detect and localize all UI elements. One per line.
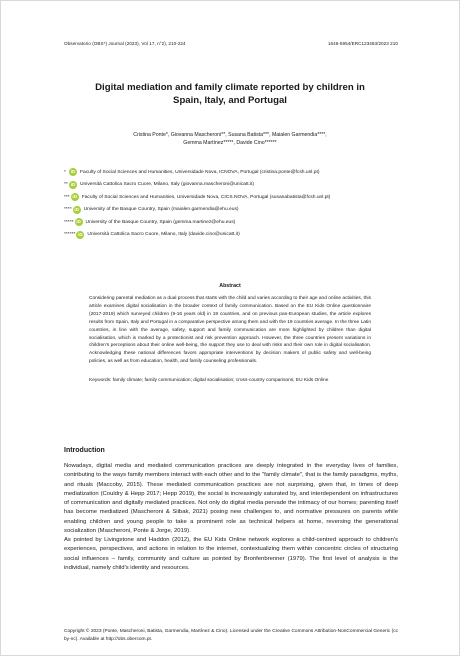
affiliation-text: University of the Basque Country, Spain (gemma.martinez@ehu.eus) — [85, 219, 236, 225]
orcid-icon[interactable]: iD — [70, 169, 76, 175]
affiliation-mark: ** — [64, 182, 68, 188]
abstract-heading: Abstract — [219, 283, 241, 289]
affiliation-2 — [64, 179, 398, 192]
abstract-body: Considering parental mediation as a dual process that starts with the child and varies according to their age and online activities, this article examines digital socialisation in the broader context of family communication. Based on the EU Kids Online questionnaire (2017-2019) which surveyed children (9-16 years old) in 19 countries, and on previous pan-European studies, the article explores results from Spain, Italy and Portugal in a comparative perspective among them and with the 19 countries average. In the three Latin countries, in line with the average, safety, support and family communication are more highlighted by children than digital socialisation, which is marked by a protectionist and risk prevention approach. However, the three countries present variations in children's perceptions about their online well-being, the support they use to deal with risks and their own role in digital socialisation. Acknowledging these national differences favors appropriate interventions by decision makers of public safety and well-being policies, as well as from education, health, and family counseling professionals. — [89, 296, 371, 365]
affiliation-6 — [64, 229, 398, 242]
paragraph: As pointed by Livingstone and Haddon (2012), the EU Kids Online network explores a child-centred approach to children's experiences, perspectives, and actions in relation to the internet, contextualizing them within concentric circles of structuring social influences – family, community and culture as pointed by Bronfenbrenner (1979). The first level of analysis is the individual, namely child's identity and resources. — [64, 537, 398, 571]
copyright-notice: Copyright © 2023 (Ponte, Mascheroni, Batista, Garmendia, Martínez & Cino). Licensed under the Creative Commons Attribution-NonCommercial Generic (cc by-nc). Available at http://obs.obercom.pt. — [64, 629, 398, 642]
article-title — [56, 82, 404, 107]
affiliation-text: Faculty of Social Sciences and Humanities, Universidade Nova, ICNOVA, Portugal (cristina.ponte@fcsh.unl.pt) — [80, 169, 320, 175]
introduction-body — [64, 462, 398, 573]
keywords: Keywords: family climate; family communication; digital socialisation; cross-country comparisons; EU Kids Online — [89, 378, 329, 383]
running-header — [64, 41, 398, 46]
affiliation-text: Università Cattolica Sacro Cuore, Milano, Italy (giovanna.mascheroni@unicatt.it) — [80, 182, 255, 188]
authors-line-2: Gemma Martínez*****, Davide Cino****** — [183, 140, 277, 146]
affiliation-mark: *** — [64, 194, 70, 200]
affiliation-3 — [64, 191, 398, 204]
title-line-1: Digital mediation and family climate reported by children in — [95, 82, 365, 93]
authors-line-1: Cristina Ponte*, Giovanna Mascheroni**, Susana Batista***, Maialen Garmendia****, — [133, 132, 327, 138]
affiliation-5 — [64, 216, 398, 229]
orcid-icon[interactable]: iD — [70, 181, 76, 187]
orcid-icon[interactable]: iD — [78, 231, 83, 237]
issn-and-page-number: 1646-5954/ERC123483/2023 210 — [327, 41, 398, 46]
affiliation-list — [64, 166, 398, 241]
affiliation-text: Faculty of Social Sciences and Humanities, Universidade Nova, CICS.NOVA, Portugal (susanabatista@fcsh.unl.pt) — [81, 194, 331, 200]
author-list — [71, 131, 389, 147]
affiliation-4 — [64, 204, 398, 217]
journal-citation: Observatorio (OBS*) Journal (2023), Vol 17, n°2), 210-224 — [64, 41, 186, 46]
affiliation-mark: * — [64, 169, 66, 175]
paragraph: Nowadays, digital media and mediated communication practices are deeply integrated in the everyday lives of families, contributing to the ways family members interact with each other and to the "family climate", that is the family paradigms, myths, and rituals (Maccoby, 2015). These mediated communication practices are not surprising, given that, in times of deep mediatization (Couldry & Hepp 2017; Hepp 2019), the social is increasingly saturated by, and interdependent on infrastructures of communication and digitally mediated practices. Not only do digital media pervade the intimacy of our homes; parenting itself has become mediatized (Mascheroni & Siibak, 2021) posing new challenges to, and normative pressures on parents while enabling children and young people to take a prominent role as technical helpers at home, reversing the generational socialization (Mascheroni, Ponte & Jorge, 2019). — [64, 463, 398, 534]
affiliation-text: Università Cattolica Sacro Cuore, Milano, Italy (davide.cino@unicatt.it) — [87, 232, 240, 238]
affiliation-mark: **** — [64, 207, 72, 213]
orcid-icon[interactable]: iD — [72, 194, 78, 200]
affiliation-mark: ****** — [64, 232, 76, 238]
affiliation-text: University of the Basque Country, Spain (maialen.garmendia@ehu.eus) — [83, 207, 239, 213]
affiliation-mark: ***** — [64, 219, 74, 225]
orcid-icon[interactable]: iD — [74, 206, 79, 212]
affiliation-1 — [64, 166, 398, 179]
orcid-icon[interactable]: iD — [76, 219, 81, 225]
introduction-heading: Introduction — [64, 447, 105, 454]
title-line-2: Spain, Italy, and Portugal — [173, 94, 287, 106]
